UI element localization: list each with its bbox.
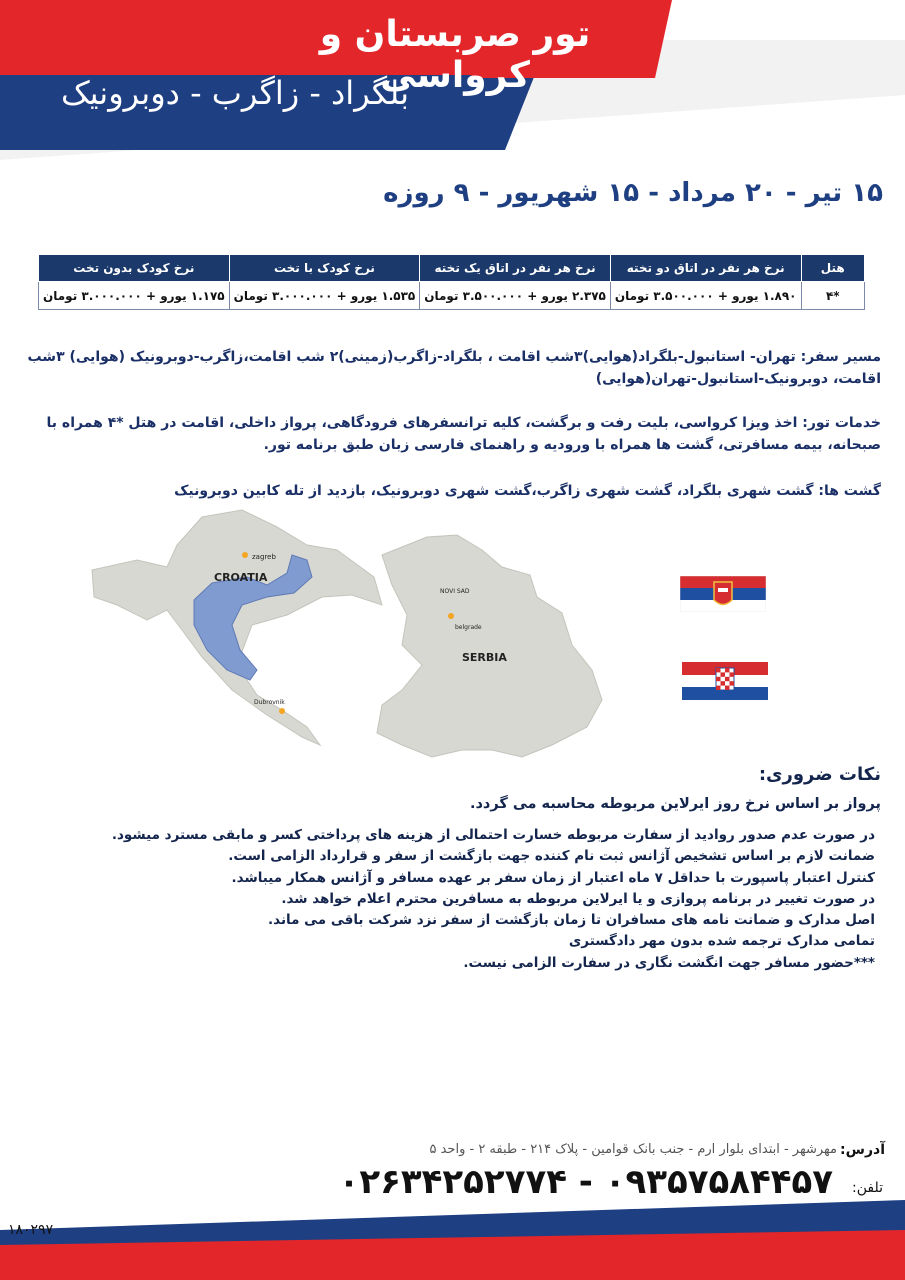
col-single-room: نرخ هر نفر در اتاق یک تخته: [420, 255, 611, 282]
list-item: در صورت عدم صدور روادید از سفارت مربوطه خسارت احتمالی از هزینه های پرداختی کسر و مابقی مسترد میشود.: [111, 827, 875, 843]
notes-list: [111, 825, 875, 974]
notes-main: پرواز بر اساس نرخ روز ایرلاین مربوطه محاسبه می گردد.: [469, 796, 881, 812]
cell-child-bed-price: ۱.۵۳۵ یورو + ۳.۰۰۰.۰۰۰ تومان: [229, 282, 420, 310]
serbia-shape: [377, 535, 602, 757]
list-item: ***حضور مسافر جهت انگشت نگاری در سفارت الزامی نیست.: [463, 954, 875, 971]
list-item: تمامی مدارک ترجمه شده بدون مهر دادگستری: [568, 933, 875, 950]
col-double-room: نرخ هر نفر در اتاق دو تخته: [610, 255, 801, 282]
notes-heading: نکات ضروری:: [758, 764, 881, 785]
tour-subtitle: بلگراد - زاگرب - دوبرونیک: [60, 74, 410, 112]
cell-double-price: ۱.۸۹۰ یورو + ۳.۵۰۰.۰۰۰ تومان: [610, 282, 801, 310]
belgrade-dot: [448, 613, 454, 619]
novi-sad-label: NOVI SAD: [440, 588, 470, 595]
table-row: [39, 282, 865, 310]
belgrade-label: belgrade: [455, 624, 482, 631]
route-description: مسیر سفر: تهران- استانبول-بلگراد(هوایی)۳شب اقامت ، بلگراد-زاگرب(زمینی)۲ شب اقامت،زاگرب-دوبرونیک (هوایی) ۳شب اقامت، دوبرونیک-استانبول-تهران(هوایی): [27, 349, 881, 387]
services-description: خدمات تور: اخذ ویزا کرواسی، بلیت رفت و برگشت، کلیه ترانسفرهای فرودگاهی، پرواز داخلی، اقامت در هتل *۴ همراه با صبحانه، بیمه مسافرتی، گشت ها همراه با ورودیه و راهنمای فارسی زبان طبق برنامه تور.: [46, 415, 881, 453]
cell-hotel-stars: *۴: [801, 282, 865, 310]
serbia-label: SERBIA: [462, 651, 507, 664]
dubrovnik-label: Dubrovnik: [254, 699, 285, 706]
phone-numbers: ۰۲۶۳۴۲۵۲۷۷۴ - ۰۹۳۵۷۵۸۴۴۵۷: [338, 1162, 833, 1202]
croatia-shape: [92, 510, 382, 745]
list-item: کنترل اعتبار پاسپورت با حداقل ۷ ماه اعتبار از زمان سفر بر عهده مسافر و آژانس همکار میباشد.: [231, 869, 875, 886]
col-hotel: هتل: [801, 255, 865, 282]
table-header-row: [39, 255, 865, 282]
col-child-no-bed: نرخ کودک بدون تخت: [39, 255, 230, 282]
list-item: ضمانت لازم بر اساس تشخیص آژانس ثبت نام کننده جهت بازگشت از سفر و قرارداد الزامی است.: [228, 848, 875, 865]
col-child-with-bed: نرخ کودک با تخت: [229, 255, 420, 282]
croatia-label: CROATIA: [214, 571, 268, 584]
departure-dates: ۱۵ تیر - ۲۰ مرداد - ۱۵ شهریور - ۹ روزه: [383, 178, 883, 208]
dubrovnik-dot: [279, 708, 285, 714]
tours-description: گشت ها: گشت شهری بلگراد، گشت شهری زاگرب،گشت شهری دوبرونیک، بازدید از تله کابین دوبرونیک: [174, 483, 881, 499]
tour-title: تور صربستان و کرواسی: [319, 14, 591, 96]
phone-label: تلفن:: [852, 1180, 883, 1196]
address: مهرشهر - ابتدای بلوار ارم - جنب بانک قوامین - پلاک ۲۱۴ - طبقه ۲ - واحد ۵: [429, 1142, 837, 1157]
zagreb-label: zagreb: [252, 553, 276, 561]
serbia-flag-icon: [680, 576, 766, 612]
footer-banner: [0, 1190, 905, 1280]
croatia-flag-icon: [682, 662, 768, 700]
region-map: [82, 505, 622, 760]
zagreb-dot: [242, 552, 248, 558]
cell-child-nobed-price: ۱.۱۷۵ یورو + ۳.۰۰۰.۰۰۰ تومان: [39, 282, 230, 310]
cell-single-price: ۲.۳۷۵ یورو + ۳.۵۰۰.۰۰۰ تومان: [420, 282, 611, 310]
reference-code: ۱۸۰۲۹۷: [8, 1222, 54, 1238]
list-item: در صورت تغییر در برنامه پروازی و یا ایرلاین مربوطه به مسافرین محترم اعلام خواهد شد.: [281, 890, 875, 907]
address-label: آدرس:: [840, 1142, 885, 1158]
list-item: اصل مدارک و ضمانت نامه های مسافران تا زمان بازگشت از سفر نزد شرکت باقی می ماند.: [268, 912, 875, 929]
price-table: [38, 254, 865, 310]
